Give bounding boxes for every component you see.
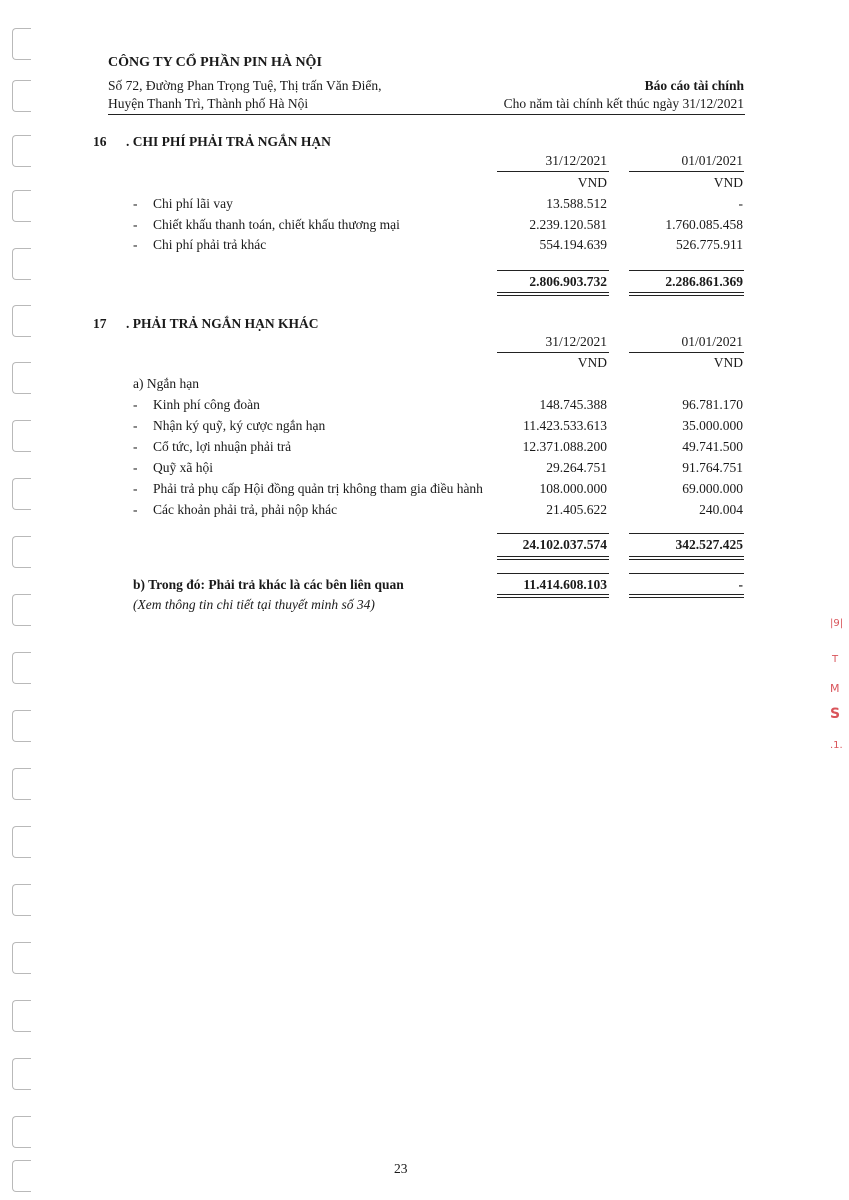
row-value-2021: 29.264.751: [546, 460, 607, 475]
row-dash: -: [133, 196, 138, 211]
report-period: Cho năm tài chính kết thúc ngày 31/12/2021: [503, 96, 744, 111]
related-parties-note: (Xem thông tin chi tiết tại thuyết minh số 34): [133, 597, 375, 612]
report-title: Báo cáo tài chính: [644, 78, 744, 93]
section17-total-2021: 24.102.037.574: [522, 537, 607, 552]
row-value-2020: 96.781.170: [682, 397, 743, 412]
section16-title: . CHI PHÍ PHẢI TRẢ NGẮN HẠN: [126, 134, 331, 149]
company-address-line1: Số 72, Đường Phan Trọng Tuệ, Thị trấn Văn Điển,: [108, 78, 382, 93]
section17-col1-unit: VND: [577, 355, 607, 370]
section16-col2-unit: VND: [713, 175, 743, 190]
row-label: Cổ tức, lợi nhuận phải trả: [153, 439, 292, 454]
section16-total-rule-top: [497, 270, 609, 271]
company-name: CÔNG TY CỔ PHẦN PIN HÀ NỘI: [108, 55, 322, 70]
row-dash: -: [133, 439, 138, 454]
row-dash: -: [133, 397, 138, 412]
section16-col1-rule: [497, 171, 609, 172]
row-value-2021: 554.194.639: [539, 237, 607, 252]
section17-total-2020: 342.527.425: [675, 537, 743, 552]
row-label: Nhận ký quỹ, ký cược ngắn hạn: [153, 418, 326, 433]
row-dash: -: [133, 502, 138, 517]
row-label: Kinh phí công đoàn: [153, 397, 260, 412]
section16-total-2020: 2.286.861.369: [665, 274, 743, 289]
row-value-2020: 1.760.085.458: [665, 217, 743, 232]
section16-col2-date: 01/01/2021: [681, 153, 743, 168]
section17-col2-unit: VND: [713, 355, 743, 370]
row-value-2020: 49.741.500: [682, 439, 743, 454]
section17-subheading-a: a) Ngắn hạn: [133, 376, 199, 391]
section17-col2-date: 01/01/2021: [681, 334, 743, 349]
row-label: Chi phí lãi vay: [153, 196, 233, 211]
section17-total-double-rule: [629, 556, 744, 560]
related-parties-2021: 11.414.608.103: [523, 577, 607, 592]
partial-stamp: |9| T M S .1.: [830, 618, 844, 751]
row-label: Các khoản phải trả, phải nộp khác: [153, 502, 338, 517]
section17-total-double-rule: [497, 556, 609, 560]
section16-col1-unit: VND: [577, 175, 607, 190]
section16-total-double-rule: [629, 292, 744, 296]
section16-col2-rule: [629, 171, 744, 172]
row-value-2020: 526.775.911: [676, 237, 743, 252]
row-label: Chiết khấu thanh toán, chiết khấu thương mại: [153, 217, 400, 232]
row-dash: -: [133, 237, 138, 252]
section17-title: . PHẢI TRẢ NGẮN HẠN KHÁC: [126, 316, 319, 331]
company-address-line2: Huyện Thanh Trì, Thành phố Hà Nội: [108, 96, 309, 111]
related-rule-top: [629, 573, 744, 574]
section16-total-2021: 2.806.903.732: [529, 274, 607, 289]
section16-total-double-rule: [497, 292, 609, 296]
row-value-2021: 21.405.622: [546, 502, 607, 517]
related-rule-top: [497, 573, 609, 574]
related-double-rule: [497, 594, 609, 598]
row-value-2021: 13.588.512: [546, 196, 607, 211]
row-label: Chi phí phải trả khác: [153, 237, 267, 252]
row-value-2021: 148.745.388: [539, 397, 607, 412]
section17-col1-rule: [497, 352, 609, 353]
row-value-2021: 108.000.000: [539, 481, 607, 496]
related-double-rule: [629, 594, 744, 598]
row-value-2020: 35.000.000: [682, 418, 743, 433]
section17-number: 17: [93, 316, 107, 331]
section16-number: 16: [93, 134, 107, 149]
header-rule: [108, 114, 745, 115]
row-dash: -: [133, 481, 138, 496]
row-label: Quỹ xã hội: [153, 460, 213, 475]
section17-col2-rule: [629, 352, 744, 353]
row-value-2020: 240.004: [699, 502, 743, 517]
section17-col1-date: 31/12/2021: [545, 334, 607, 349]
row-dash: -: [133, 460, 138, 475]
row-label: Phải trả phụ cấp Hội đồng quản trị không tham gia điều hành: [153, 481, 483, 496]
row-value-2021: 11.423.533.613: [523, 418, 607, 433]
row-value-2021: 12.371.088.200: [522, 439, 607, 454]
section16-col1-date: 31/12/2021: [545, 153, 607, 168]
section17-total-rule-top: [629, 533, 744, 534]
row-value-2020: 69.000.000: [682, 481, 743, 496]
row-dash: -: [133, 418, 138, 433]
related-parties-label: b) Trong đó: Phải trả khác là các bên liên quan: [133, 577, 404, 592]
page-number: 23: [394, 1161, 408, 1176]
section16-total-rule-top: [629, 270, 744, 271]
row-value-2020: -: [738, 196, 743, 211]
related-parties-2020: -: [738, 577, 743, 592]
row-dash: -: [133, 217, 138, 232]
section17-total-rule-top: [497, 533, 609, 534]
row-value-2020: 91.764.751: [682, 460, 743, 475]
row-value-2021: 2.239.120.581: [529, 217, 607, 232]
